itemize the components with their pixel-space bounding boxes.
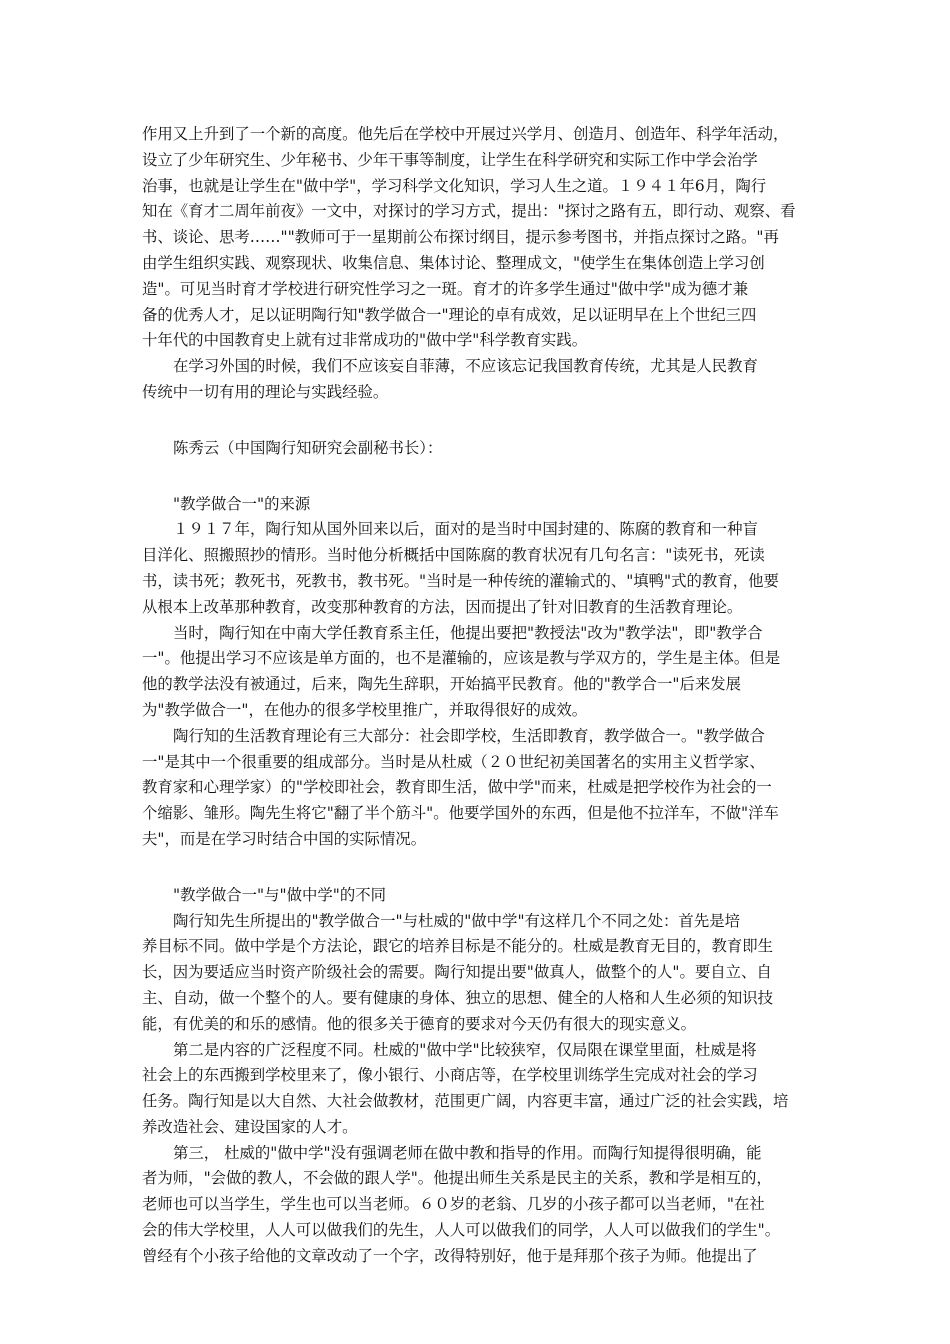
text-line: 陶行知的生活教育理论有三大部分：社会即学校，生活即教育，教学做合一。"教学做合: [173, 726, 765, 745]
paragraph-6: [142, 909, 810, 1038]
paragraph-spacer: [142, 853, 810, 883]
speaker-name: 陈秀云（中国陶行知研究会副秘书长）：: [173, 438, 443, 457]
text-line: 由学生组织实践、观察现状、收集信息、集体讨论、整理成文，"使学生在集体创造上学习创: [142, 253, 765, 272]
text-line: 知在《育才二周年前夜》一文中，对探讨的学习方式，提出："探讨之路有五，即行动、观察、看: [142, 202, 796, 221]
text-line: 当时，陶行知在中南大学任教育系主任，他提出要把"教授法"改为"教学法"，即"教学合: [173, 623, 763, 642]
text-line: 书，读书死；教死书，死教书，教书死。"当时是一种传统的灌输式的、"填鸭"式的教育，他要: [142, 571, 779, 590]
speaker-line: [142, 436, 810, 462]
paragraph-5: [142, 724, 810, 853]
text-line: 一"。他提出学习不应该是单方面的，也不是灌输的，应该是教与学双方的，学生是主体。但是: [142, 649, 781, 668]
text-line: 任务。陶行知是以大自然、大社会做教材，范围更广阔，内容更丰富，通过广泛的社会实践，培: [142, 1092, 789, 1111]
section-heading: "教学做合一"的来源: [173, 494, 311, 513]
text-line: 一"是其中一个很重要的组成部分。当时是从杜威（２０世纪初美国著名的实用主义哲学家、: [142, 752, 765, 771]
document-body: [142, 122, 810, 1270]
text-line: 养改造社会、建设国家的人才。: [142, 1117, 358, 1136]
text-line: 治事，也就是让学生在"做中学"，学习科学文化知识，学习人生之道。１９４１年6月，陶行: [142, 176, 767, 195]
paragraph-spacer: [142, 406, 810, 436]
text-line: 造"。可见当时育才学校进行研究性学习之一斑。育才的许多学生通过"做中学"成为德才兼: [142, 279, 749, 298]
text-line: 会的伟大学校里，人人可以做我们的先生，人人可以做我们的同学，人人可以做我们的学生"。: [142, 1221, 781, 1240]
text-line: 从根本上改革那种教育，改变那种教育的方法，因而提出了针对旧教育的生活教育理论。: [142, 597, 743, 616]
text-line: 作用又上升到了一个新的高度。他先后在学校中开展过兴学月、创造月、创造年、科学年活动，: [142, 125, 789, 143]
section-heading-difference: [142, 883, 810, 909]
text-line: 养目标不同。做中学是个方法论，跟它的培养目标是不能分的。杜威是教育无目的，教育即生: [142, 937, 774, 956]
text-line: 书、谈论、思考……""教师可于一星期前公布探讨纲目，提示参考图书，并指点探讨之路。"再: [142, 228, 779, 247]
paragraph-spacer: [142, 462, 810, 492]
text-line: 陶行知先生所提出的"教学做合一"与杜威的"做中学"有这样几个不同之处：首先是培: [173, 911, 740, 930]
paragraph-4: [142, 621, 810, 724]
paragraph-1: [142, 122, 810, 354]
text-line: 主、自动，做一个整个的人。要有健康的身体、独立的思想、健全的人格和人生必须的知识技: [142, 988, 774, 1007]
text-line: 者为师，"会做的教人，不会做的跟人学"。他提出师生关系是民主的关系，教和学是相互的，: [142, 1169, 772, 1188]
section-heading-origin: [142, 492, 810, 518]
paragraph-8: [142, 1141, 810, 1270]
text-line: 教育家和心理学家）的"学校即社会，教育即生活，做中学"而来，杜威是把学校作为社会的一: [142, 778, 772, 797]
section-heading: "教学做合一"与"做中学"的不同: [173, 885, 387, 904]
paragraph-3: [142, 517, 810, 620]
text-line: 备的优秀人才，足以证明陶行知"教学做合一"理论的卓有成效，足以证明早在上个世纪三四: [142, 305, 757, 324]
text-line: 曾经有个小孩子给他的文章改动了一个字，改得特别好，他于是拜那个孩子为师。他提出了: [142, 1246, 758, 1265]
text-line: 为"教学做合一"，在他办的很多学校里推广，并取得很好的成效。: [142, 700, 588, 719]
text-line: 能，有优美的和乐的感情。他的很多关于德育的要求对今天仍有很大的现实意义。: [142, 1014, 697, 1033]
paragraph-2: [142, 354, 810, 406]
text-line: 在学习外国的时候，我们不应该妄自菲薄，不应该忘记我国教育传统，尤其是人民教育: [173, 357, 758, 376]
paragraph-7: [142, 1038, 810, 1141]
text-line: 传统中一切有用的理论与实践经验。: [142, 382, 389, 401]
text-line: 目洋化、照搬照抄的情形。当时他分析概括中国陈腐的教育状况有几句名言："读死书，死读: [142, 546, 765, 565]
text-line: 第二是内容的广泛程度不同。杜威的"做中学"比较狭窄，仅局限在课堂里面，杜威是将: [173, 1040, 757, 1059]
text-line: １９１７年，陶行知从国外回来以后，面对的是当时中国封建的、陈腐的教育和一种盲: [173, 520, 758, 539]
text-line: 他的教学法没有被通过，后来，陶先生辞职，开始搞平民教育。他的"教学合一"后来发展: [142, 675, 742, 694]
text-line: 长，因为要适应当时资产阶级社会的需要。陶行知提出要"做真人，做整个的人"。要自立、自: [142, 963, 772, 982]
text-line: 第三， 杜威的"做中学"没有强调老师在做中教和指导的作用。而陶行知提得很明确，能: [173, 1143, 762, 1162]
text-line: 设立了少年研究生、少年秘书、少年干事等制度，让学生在科学研究和实际工作中学会治学: [142, 150, 758, 169]
text-line: 社会上的东西搬到学校里来了，像小银行、小商店等，在学校里训练学生完成对社会的学习: [142, 1066, 758, 1085]
text-line: 十年代的中国教育史上就有过非常成功的"做中学"科学教育实践。: [142, 331, 588, 350]
text-line: 老师也可以当学生，学生也可以当老师。６０岁的老翁、几岁的小孩子都可以当老师，"在社: [142, 1195, 765, 1214]
text-line: 夫"，而是在学习时结合中国的实际情况。: [142, 829, 427, 848]
text-line: 个缩影、雏形。陶先生将它"翻了半个筋斗"。他要学国外的东西，但是他不拉洋车，不做"洋车: [142, 804, 779, 823]
